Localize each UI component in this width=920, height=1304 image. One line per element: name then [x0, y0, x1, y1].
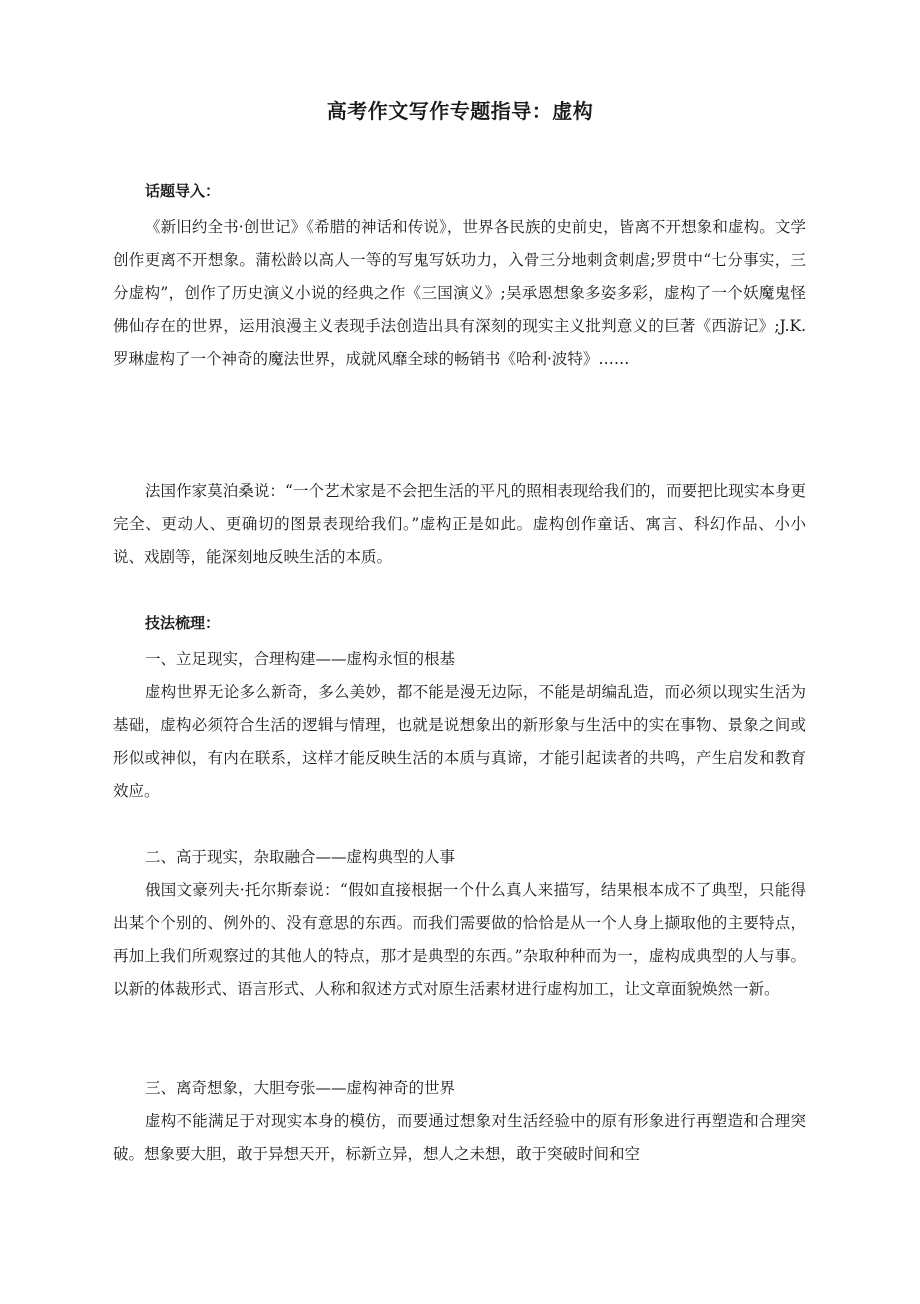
section-heading-topic-intro: 话题导入： — [145, 182, 221, 200]
paragraph-technique-3: 虚构不能满足于对现实本身的模仿，而要通过想象对生活经验中的原有形象进行再塑造和合理突破。想象要大胆，敢于异想天开，标新立异，想人之未想，敢于突破时间和空 — [113, 1112, 806, 1163]
document-title: 高考作文写作专题指导：虚构 — [326, 99, 594, 123]
subheading-technique-2: 二、高于现实，杂取融合——虚构典型的人事 — [145, 848, 456, 866]
paragraph-intro-1: 《新旧约全书·创世记》《希腊的神话和传说》，世界各民族的史前史，皆离不开想象和虚构。文学创作更离不开想象。蒲松龄以高人一等的写鬼写妖功力，入骨三分地刺贪刺虐;罗贯中“七分事实，三分虚构”，创作了历史演义小说的经典之作《三国演义》;吴承恩想象多姿多彩，虚构了一个妖魔鬼怪佛仙存在的世界，运用浪漫主义表现手法创造出具有深刻的现实主义批判意义的巨著《西游记》;J.K.罗琳虚构了一个神奇的魔法世界，成就风靡全球的畅销书《哈利·波特》…… — [113, 218, 806, 368]
paragraph-technique-2: 俄国文豪列夫·托尔斯泰说：“假如直接根据一个什么真人来描写，结果根本成不了典型，只能得出某个个别的、例外的、没有意思的东西。而我们需要做的恰恰是从一个人身上撷取他的主要特点，再加上我们所观察过的其他人的特点，那才是典型的东西。”杂取种种而为一，虚构成典型的人与事。以新的体裁形式、语言形式、人称和叙述方式对原生活素材进行虚构加工，让文章面貌焕然一新。 — [113, 881, 806, 998]
subheading-technique-3: 三、离奇想象，大胆夸张——虚构神奇的世界 — [145, 1079, 456, 1097]
paragraph-technique-1: 虚构世界无论多么新奇，多么美妙，都不能是漫无边际，不能是胡编乱造，而必须以现实生活为基础，虚构必须符合生活的逻辑与情理，也就是说想象出的新形象与生活中的实在事物、景象之间或形似或神似，有内在联系，这样才能反映生活的本质与真谛，才能引起读者的共鸣，产生启发和教育效应。 — [113, 683, 806, 800]
subheading-technique-1: 一、立足现实，合理构建——虚构永恒的根基 — [145, 650, 456, 668]
paragraph-intro-2: 法国作家莫泊桑说：“一个艺术家是不会把生活的平凡的照相表现给我们的，而要把比现实本身更完全、更动人、更确切的图景表现给我们。”虚构正是如此。虚构创作童话、寓言、科幻作品、小小说、戏剧等，能深刻地反映生活的本质。 — [113, 482, 806, 566]
section-heading-techniques: 技法梳理： — [145, 614, 221, 632]
